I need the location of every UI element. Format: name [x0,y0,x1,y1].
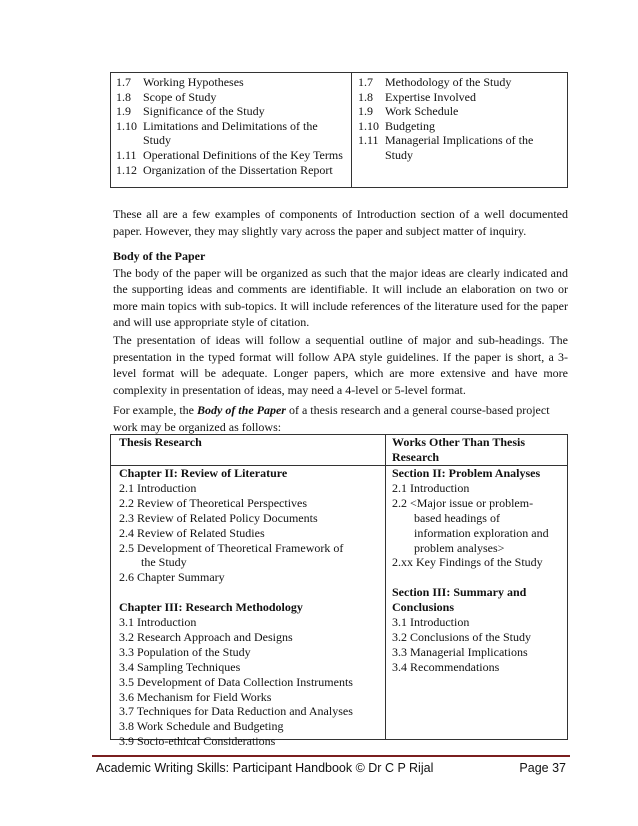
components-table [110,72,568,188]
list-item: 3.4 Sampling Techniques [119,659,241,674]
list-item: the Study [141,555,187,570]
list-item: 3.1 Introduction [392,615,470,630]
chapter-heading: Chapter III: Research Methodology [119,600,303,615]
list-item: 3.3 Managerial Implications [392,644,528,659]
footer-divider [92,755,570,757]
list-item: 2.2 Review of Theoretical Perspectives [119,495,308,510]
list-item: 3.2 Conclusions of the Study [392,629,532,644]
structure-comparison-table [110,434,568,749]
list-item: 1.7 Working Hypotheses [116,75,244,89]
chapter-heading: Chapter II: Review of Literature [119,466,288,480]
list-item: 3.4 Recommendations [392,659,500,674]
list-item: 1.8 Scope of Study [116,89,217,104]
section-heading: Section II: Problem Analyses [392,466,541,480]
list-item: 2.1 Introduction [392,480,470,495]
list-item: 2.3 Review of Related Policy Documents [119,510,318,525]
list-item: 3.7 Techniques for Data Reduction and Analyses [119,704,353,719]
list-item: 3.9 Socio-ethical Considerations [119,734,276,749]
page-number: Page 37 [519,761,566,775]
list-item: 3.3 Population of the Study [119,644,251,659]
table-header-row [111,435,567,466]
emphasis-text: Body of the Paper [196,403,286,417]
list-item: 1.11 Managerial Implications of the Study [358,133,534,162]
list-item: 2.5 Development of Theoretical Framework of [119,540,344,555]
list-item: problem analyses> [414,540,505,555]
section-heading: Section III: Summary and Conclusions [392,585,527,615]
list-item: 1.9 Work Schedule [358,104,459,119]
list-item: 3.2 Research Approach and Designs [119,629,293,644]
list-item: 1.10 Budgeting [358,118,435,133]
other-works-column [386,466,567,740]
list-item: 1.10 Limitations and Delimitations of the Study [116,118,318,148]
section-heading: Body of the Paper [113,249,206,263]
list-item: 2.4 Review of Related Studies [119,525,265,540]
table-body-row [111,466,567,749]
list-item: 3.1 Introduction [119,615,197,630]
list-item: 2.xx Key Findings of the Study [392,555,543,570]
list-item: 1.8 Expertise Involved [358,89,476,104]
example-paragraph: For example, the Body of the Paper of a thesis research and a general course-based project work may be organized as follows: [113,403,550,434]
list-item: 1.7 Methodology of the Study [358,75,512,89]
list-item: 1.9 Significance of the Study [116,104,265,119]
list-item: information exploration and [414,525,549,540]
thesis-column [111,466,386,749]
list-item: 2.1 Introduction [119,480,197,495]
components-left-column [111,73,352,187]
list-item: 1.12 Organization of the Dissertation Report [116,162,333,177]
list-item: 2.2 <Major issue or problem- [392,495,534,510]
body-paragraph: The body of the paper will be organized as such that the major ideas are clearly indicated and the supporting ideas and comments are identifiable. It will include an elaboration on two or more main topics with sub-topics. It will include references of the literature used for the paper and will use appropriate style of citation. [113,265,568,330]
intro-summary-paragraph: These all are a few examples of components of Introduction section of a well documented paper. However, they may slightly vary across the paper and subject matter of inquiry. [113,207,568,238]
list-item: based headings of [414,510,500,525]
list-item: 1.11 Operational Definitions of the Key Terms [116,147,343,162]
list-item: 3.8 Work Schedule and Budgeting [119,719,284,734]
list-item: 3.5 Development of Data Collection Instruments [119,674,353,689]
list-item: 3.6 Mechanism for Field Works [119,689,272,704]
presentation-paragraph: The presentation of ideas will follow a sequential outline of major and sub-headings. The presentation in the typed format will follow APA style guidelines. If the paper is short, a 3-level format will be adequate. Longer papers, which are more extensive and have more complexity in presentation of ideas, may need a 4-level or 5-level format. [113,333,568,397]
header-other-works: Works Other Than Thesis Research [392,435,526,464]
header-thesis-research: Thesis Research [111,435,386,465]
body-section [113,248,568,331]
components-right-column [352,73,567,187]
footer-title: Academic Writing Skills: Participant Handbook © Dr C P Rijal [96,761,434,775]
list-item: 2.6 Chapter Summary [119,570,225,585]
